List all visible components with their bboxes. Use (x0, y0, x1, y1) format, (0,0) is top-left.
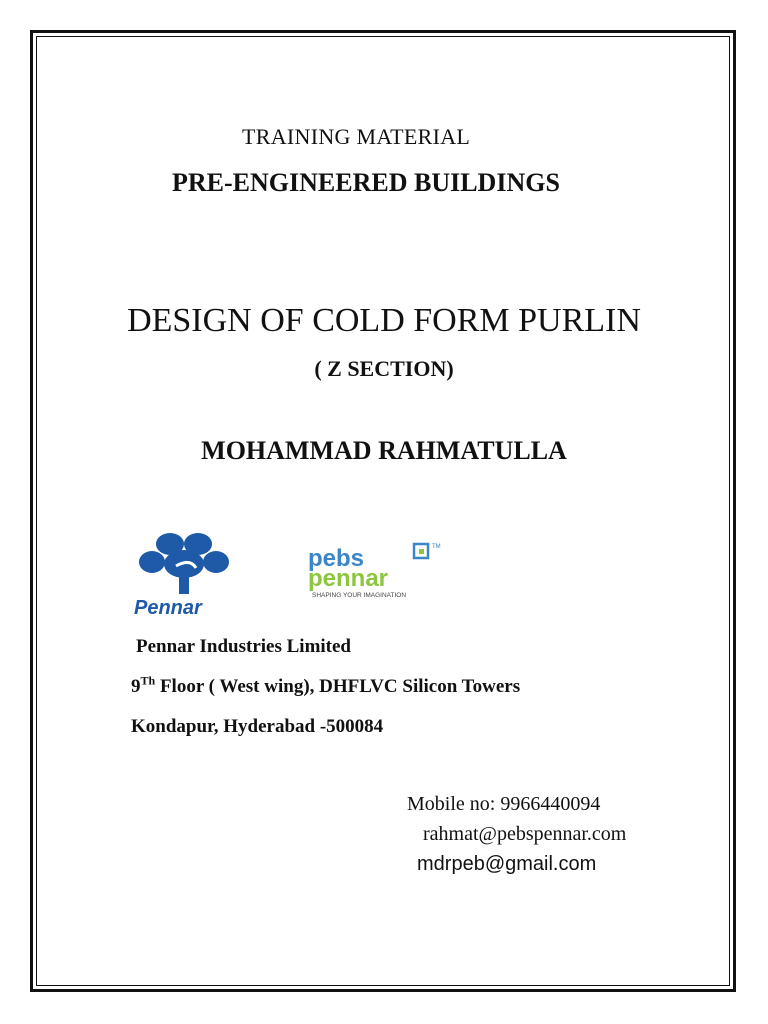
pebs-logo-line2: pennar (308, 565, 389, 592)
mobile-number: Mobile no: 9966440094 (407, 793, 601, 815)
pebs-logo-tm: TM (432, 544, 441, 550)
author-name: MOHAMMAD RAHMATULLA (201, 436, 567, 465)
address-line-floor (131, 673, 521, 698)
subject-heading: PRE-ENGINEERED BUILDINGS (172, 168, 560, 197)
company-name: Pennar Industries Limited (136, 636, 352, 657)
pebs-logo-line1: pebs (308, 545, 365, 572)
pebs-logo-tagline: SHAPING YOUR IMAGINATION (312, 592, 407, 599)
floor-details: Floor ( West wing), DHFLVC Silicon Towers (155, 676, 521, 697)
training-material-heading: TRAINING MATERIAL (242, 124, 471, 149)
work-email[interactable]: rahmat@pebspennar.com (423, 823, 627, 845)
pennar-logo-text: Pennar (134, 597, 202, 619)
personal-email[interactable]: mdrpeb@gmail.com (417, 853, 597, 875)
pebs-pennar-logo (302, 540, 454, 602)
address-line-city: Kondapur, Hyderabad -500084 (131, 716, 384, 737)
pennar-logo (128, 526, 248, 622)
document-subtitle: ( Z SECTION) (314, 356, 454, 381)
document-title: DESIGN OF COLD FORM PURLIN (127, 302, 641, 339)
floor-suffix: Th (140, 673, 156, 688)
floor-number: 9 (131, 676, 141, 697)
